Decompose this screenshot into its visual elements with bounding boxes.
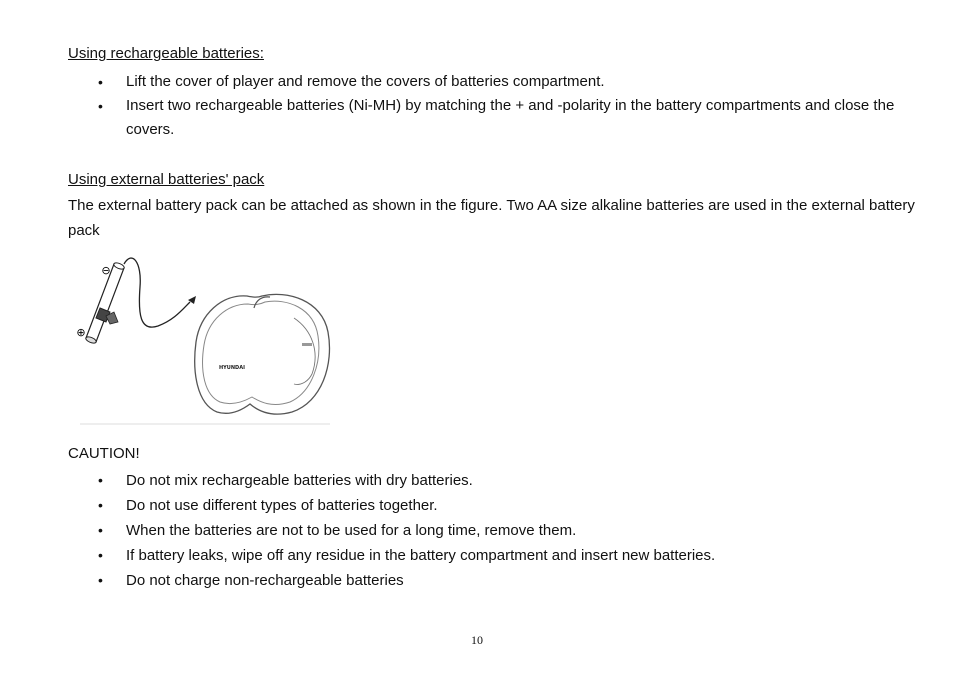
bullet-icon: • — [98, 497, 103, 513]
list-item-text: Do not charge non-rechargeable batteries — [126, 572, 404, 589]
bullet-icon: • — [98, 522, 103, 538]
list-item — [68, 518, 918, 543]
brand-label: HYUNDAI — [219, 365, 245, 371]
bullet-icon: • — [98, 472, 103, 488]
bullet-icon: • — [98, 547, 103, 563]
list-item — [68, 468, 918, 493]
rechargeable-heading: Using rechargeable batteries: — [68, 45, 264, 62]
list-item — [68, 70, 918, 94]
bullet-icon: • — [98, 572, 103, 588]
battery-pack-illustration — [72, 252, 337, 430]
bullet-icon: • — [98, 74, 103, 90]
list-item — [68, 94, 918, 142]
rechargeable-bullet-list — [68, 70, 918, 142]
caution-heading: CAUTION! — [68, 445, 140, 462]
external-pack-heading: Using external batteries' pack — [68, 171, 265, 188]
list-item — [68, 568, 918, 593]
list-item-text: If battery leaks, wipe off any residue in the battery compartment and insert new batteries. — [126, 547, 716, 564]
bullet-icon: • — [98, 98, 103, 114]
battery-pack-figure — [72, 252, 337, 430]
list-item — [68, 493, 918, 518]
list-item — [68, 543, 918, 568]
cable-icon — [124, 258, 190, 327]
list-item-text: Insert two rechargeable batteries (Ni-MH) by matching the + and -polarity in the battery compartments and close the covers. — [126, 97, 895, 138]
external-pack-paragraph: The external battery pack can be attached as shown in the figure. Two AA size alkaline batteries are used in the external battery pack — [68, 197, 915, 239]
minus-symbol: ⊖ — [101, 264, 111, 277]
player-device-icon — [195, 294, 330, 414]
list-item-text: When the batteries are not to be used for a long time, remove them. — [126, 522, 577, 539]
list-item-text: Lift the cover of player and remove the covers of batteries compartment. — [126, 73, 605, 90]
plus-symbol: ⊕ — [76, 326, 86, 339]
caution-bullet-list — [68, 468, 918, 593]
list-item-text: Do not use different types of batteries together. — [126, 497, 438, 514]
page-number: 10 — [471, 633, 483, 647]
list-item-text: Do not mix rechargeable batteries with dry batteries. — [126, 472, 473, 489]
